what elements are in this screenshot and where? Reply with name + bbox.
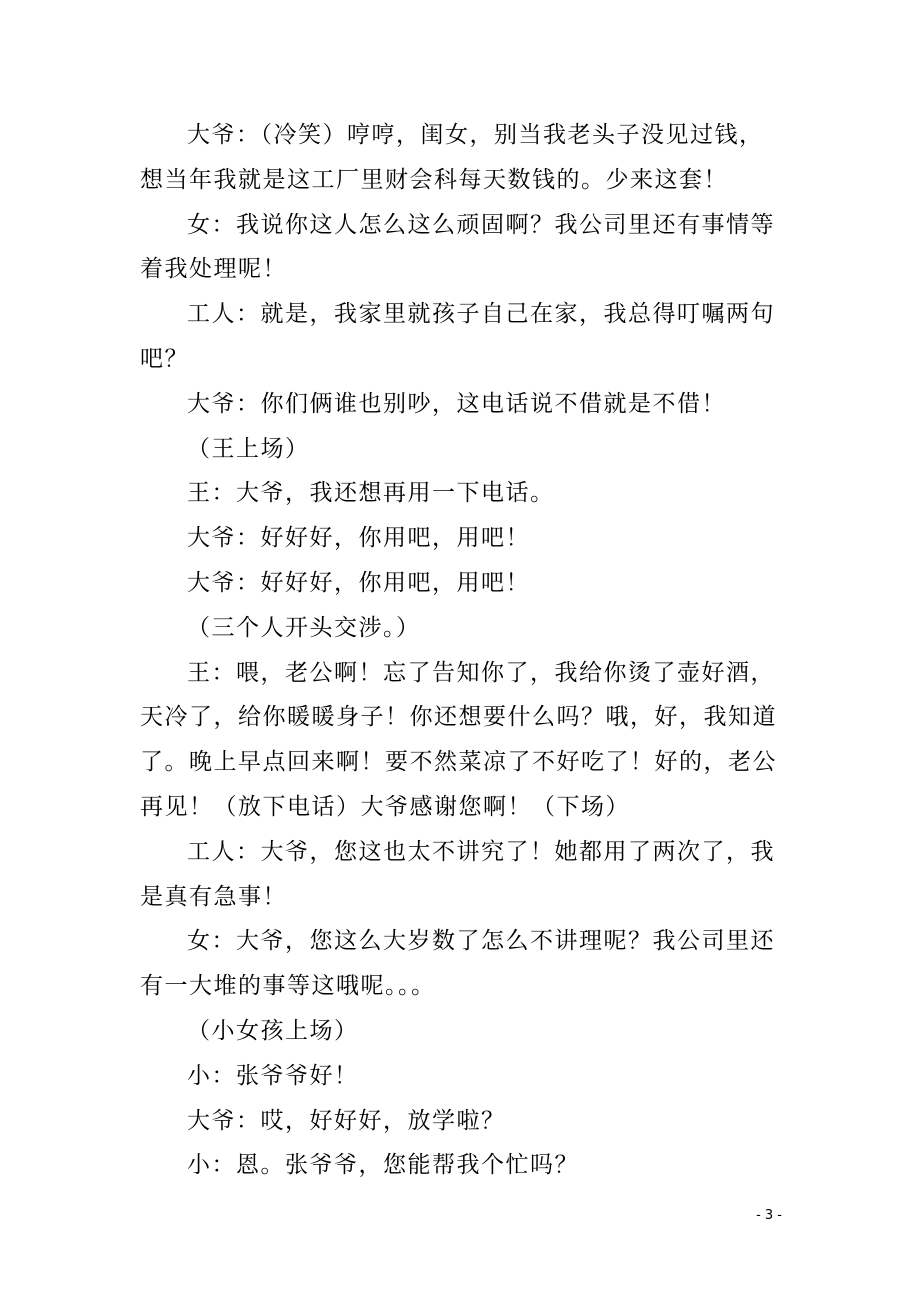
stage-direction — [140, 427, 790, 472]
text-line: 工人：大爷，您这也太不讲究了！她都用了两次了，我 — [187, 838, 775, 865]
paragraph — [140, 1099, 790, 1144]
paragraph — [140, 651, 790, 830]
text-line: 大爷：哎，好好好，放学啦？ — [187, 1107, 506, 1134]
text-line: 女：我说你这人怎么这么顽固啊？我公司里还有事情等 — [187, 211, 775, 238]
text-line: （三个人开头交涉。） — [187, 614, 421, 641]
page-number: - 3 - — [756, 1208, 782, 1223]
paragraph — [140, 203, 790, 293]
text-line: （王上场） — [187, 435, 310, 462]
text-line: 小：恩。张爷爷，您能帮我个忙吗？ — [187, 1152, 579, 1179]
paragraph — [140, 561, 790, 606]
paragraph — [140, 830, 790, 920]
paragraph — [140, 919, 790, 1009]
text-line: 王：大爷，我还想再用一下电话。 — [187, 480, 555, 507]
text-line: 想当年我就是这工厂里财会科每天数钱的。少来这套！ — [140, 166, 728, 193]
text-line: 天冷了，给你暖暖身子！你还想要什么吗？哦，好，我知道 — [140, 704, 777, 731]
text-line: 大爷：好好好，你用吧，用吧！ — [187, 525, 530, 552]
script-body — [140, 113, 790, 1188]
text-line: 是真有急事！ — [140, 883, 287, 910]
paragraph — [140, 1054, 790, 1099]
paragraph — [140, 516, 790, 561]
text-line: 小：张爷爷好！ — [187, 1062, 359, 1089]
paragraph — [140, 1143, 790, 1188]
text-line: 大爷：好好好，你用吧，用吧！ — [187, 569, 530, 596]
paragraph — [140, 382, 790, 427]
stage-direction — [140, 1009, 790, 1054]
text-line: 女：大爷，您这么大岁数了怎么不讲理呢？我公司里还 — [187, 928, 775, 955]
text-line: 大爷：你们俩谁也别吵，这电话说不借就是不借！ — [187, 390, 726, 417]
stage-direction — [140, 606, 790, 651]
text-line: 王：喂，老公啊！忘了告知你了，我给你烫了壶好酒， — [187, 659, 775, 686]
text-line: 了。晚上早点回来啊！要不然菜凉了不好吃了！好的，老公 — [140, 749, 777, 776]
text-line: 吧？ — [140, 345, 189, 372]
text-line: 有一大堆的事等这哦呢。。。 — [140, 973, 436, 1000]
text-line: 再见！（放下电话）大爷感谢您啊！（下场） — [140, 793, 630, 820]
text-line: 工人：就是，我家里就孩子自己在家，我总得叮嘱两句 — [187, 301, 775, 328]
paragraph — [140, 292, 790, 382]
text-line: 大爷：（冷笑）哼哼，闺女，别当我老头子没见过钱， — [187, 122, 764, 148]
paragraph — [140, 471, 790, 516]
text-line: 着我处理呢！ — [140, 256, 287, 283]
text-line: （小女孩上场） — [187, 1017, 359, 1044]
paragraph — [140, 113, 790, 203]
